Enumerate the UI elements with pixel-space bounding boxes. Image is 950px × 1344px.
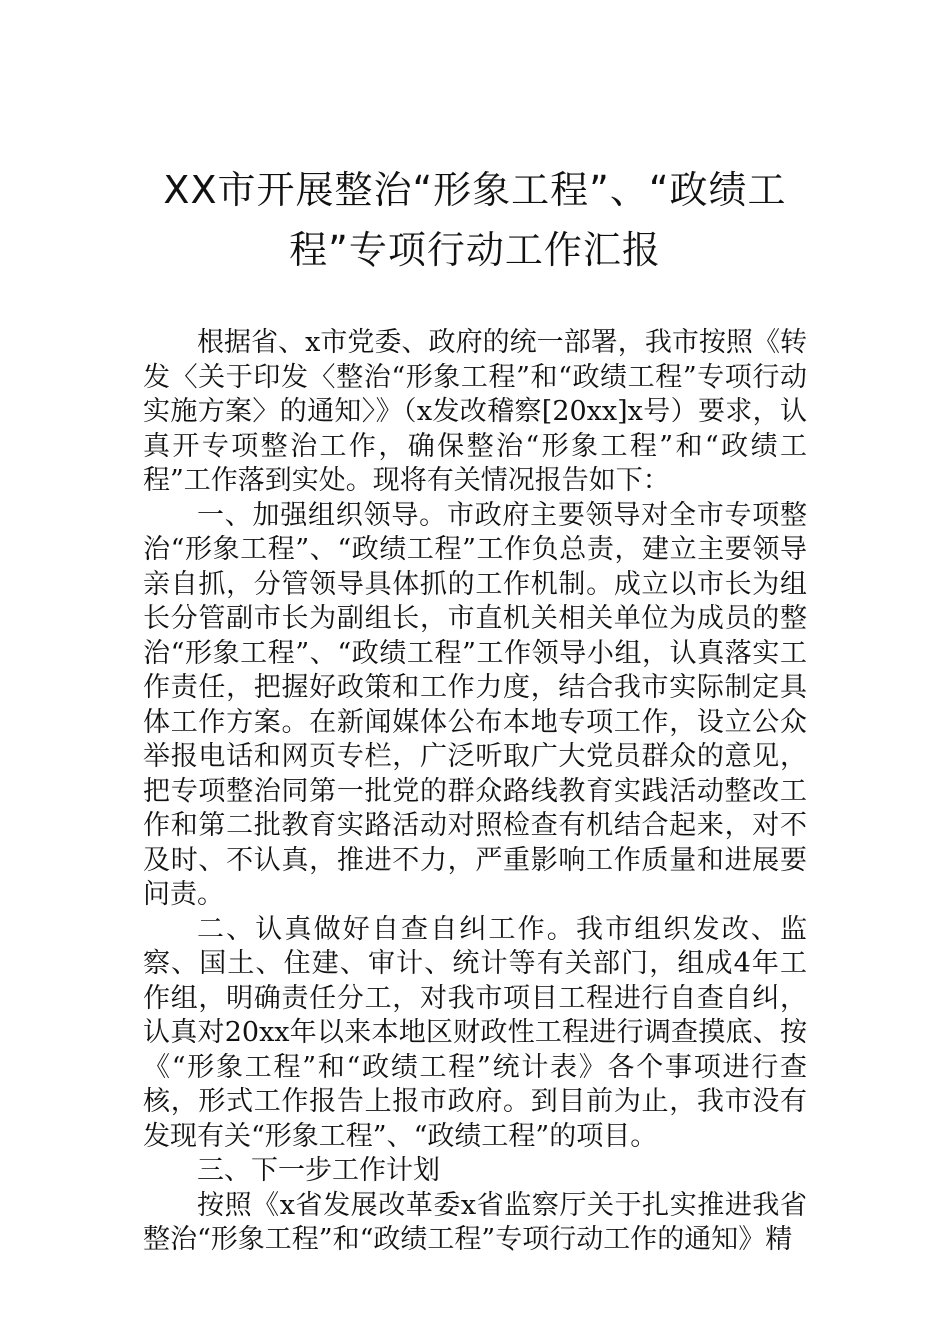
section-2-paragraph: 二、认真做好自查自纠工作。我市组织发改、监察、国土、住建、审计、统计等有关部门，组成4年工作组，明确责任分工，对我市项目工程进行自查自纠，认真对20xx年以来本地区财政性工程进行调查摸底、按《“形象工程”和“政绩工程”统计表》各个事项进行查核，形式工作报告上报市政府。到目前为止，我市没有发现有关“形象工程”、“政绩工程”的项目。 [143,913,807,1152]
intro-paragraph: 根据省、x市党委、政府的统一部署，我市按照《转发〈关于印发〈整治“形象工程”和“政绩工程”专项行动实施方案〉的通知〉》（x发改稽察[20xx]x号）要求，认真开专项整治工作，确保整治“形象工程”和“政绩工程”工作落到实处。现将有关情况报告如下： [143,327,807,496]
section-3-heading: 三、下一步工作计划 [197,1155,440,1186]
document-body [143,326,807,1258]
document-title [140,160,810,280]
title-line-2: 程”专项行动工作汇报 [289,228,661,272]
section-3-paragraph: 按照《x省发展改革委x省监察厅关于扎实推进我省整治“形象工程”和“政绩工程”专项行动工作的通知》精 [143,1189,807,1255]
title-line-1: XX市开展整治“形象工程”、“政绩工 [163,168,787,212]
section-1-paragraph: 一、加强组织领导。市政府主要领导对全市专项整治“形象工程”、“政绩工程”工作负总责，建立主要领导亲自抓，分管领导具体抓的工作机制。成立以市长为组长分管副市长为副组长，市直机关相关单位为成员的整治“形象工程”、“政绩工程”工作领导小组，认真落实工作责任，把握好政策和工作力度，结合我市实际制定具体工作方案。在新闻媒体公布本地专项工作，设立公众举报电话和网页专栏，广泛听取广大党员群众的意见，把专项整治同第一批党的群众路线教育实践活动整改工作和第二批教育实路活动对照检查有机结合起来，对不及时、不认真，推进不力，严重影响工作质量和进展要问责。 [143,499,807,910]
